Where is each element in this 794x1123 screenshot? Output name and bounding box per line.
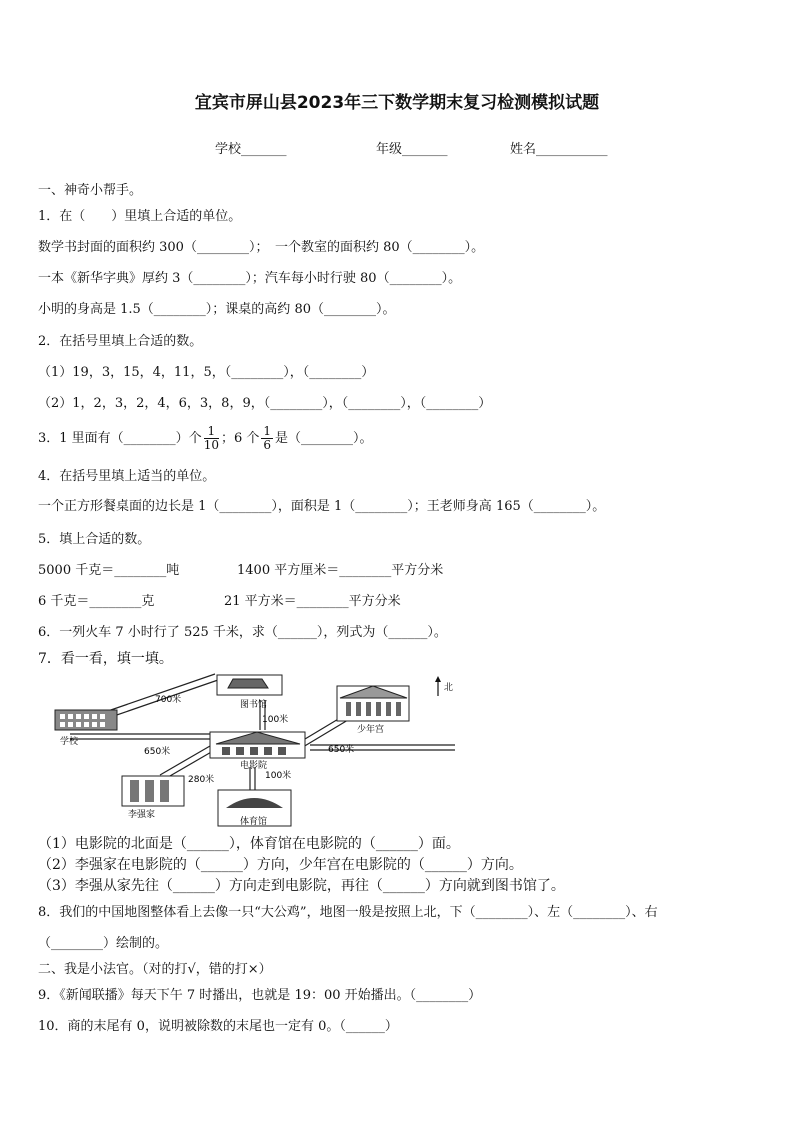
home-label: 李强家: [128, 810, 156, 820]
q1-line2: 一本《新华字典》厚约 3（________）；汽车每小时行驶 80（________）。: [38, 271, 462, 286]
q1-line3: 小明的身高是 1.5（________）；课桌的高约 80（________）。: [38, 302, 396, 317]
name-field: 姓名___________: [510, 142, 608, 157]
q2-stem: 2．在括号里填上合适的数。: [38, 334, 203, 349]
q4-line1: 一个正方形餐桌面的边长是 1（________），面积是 1（________）；王老师身高 165（________）。: [38, 499, 606, 514]
q3-part-a: 3．1 里面有（________）个: [38, 431, 202, 446]
q7-line3: （3）李强从家先往（______）方向走到电影院，再往（______）方向就到图书馆了。: [38, 878, 565, 894]
q4-stem: 4．在括号里填上适当的单位。: [38, 469, 216, 484]
grade-field: 年级_______: [376, 142, 448, 157]
fraction-numerator: 1: [204, 425, 219, 439]
q6: 6．一列火车 7 小时行了 525 千米，求（______），列式为（______）。: [38, 625, 447, 640]
school-field: 学校_______: [215, 142, 287, 157]
q7-stem: 7．看一看，填一填。: [38, 651, 173, 667]
q9: 9．《新闻联播》每天下午 7 时播出，也就是 19：00 开始播出。（________）: [38, 988, 482, 1003]
q1-line1: 数学书封面的面积约 300（________）； 一个教室的面积约 80（________）。: [38, 240, 485, 255]
north-label: 北: [444, 683, 454, 693]
fraction-denominator: 6: [263, 438, 272, 452]
q3: [38, 423, 373, 455]
q7-map: [50, 672, 470, 834]
school-label: 学校: [60, 737, 79, 747]
distance-cinema-gym: 100米: [265, 771, 292, 781]
fraction-1-6: [261, 425, 273, 452]
library-label: 图书馆: [240, 700, 268, 710]
distance-home-cinema: 280米: [188, 775, 215, 785]
q5-d: 21 平方米＝________平方分米: [224, 594, 401, 609]
distance-school-cinema: 650米: [144, 747, 171, 757]
page-title: 宜宾市屏山县2023年三下数学期末复习检测模拟试题: [194, 93, 600, 113]
q7-line1: （1）电影院的北面是（______），体育馆在电影院的（______）面。: [38, 836, 460, 852]
q5-c: 6 千克＝________克: [38, 594, 155, 609]
fraction-numerator: 1: [263, 424, 272, 438]
section-2-heading: 二、我是小法官。（对的打√，错的打×）: [38, 962, 272, 977]
q3-part-b: ；6 个: [220, 431, 260, 446]
q2-line1: （1）19，3，15，4，11，5，（________），（________）: [38, 365, 375, 380]
section-1-heading: 一、神奇小帮手。: [38, 183, 143, 198]
youth-palace-label: 少年宫: [357, 725, 385, 735]
q1-stem: 1．在（ ）里填上合适的单位。: [38, 209, 242, 224]
q8-line1: 8．我们的中国地图整体看上去像一只“大公鸡”，地图一般是按照上北，下（________）、左（________）、右: [38, 905, 658, 920]
q5-a: 5000 千克＝________吨: [38, 563, 180, 578]
distance-cinema-youth: 650米: [328, 745, 355, 755]
q7-line2: （2）李强家在电影院的（______）方向，少年宫在电影院的（______）方向。: [38, 857, 523, 873]
distance-library-cinema: 100米: [262, 715, 289, 725]
q8-line2: （________）绘制的。: [38, 936, 169, 951]
q10: 10．商的末尾有 0，说明被除数的末尾也一定有 0。（______）: [38, 1019, 398, 1034]
cinema-label: 电影院: [240, 761, 268, 771]
q5-b: 1400 平方厘米＝________平方分米: [237, 563, 444, 578]
q3-part-c: 是（________）。: [275, 431, 373, 446]
gym-label: 体育馆: [240, 817, 268, 827]
q5-stem: 5．填上合适的数。: [38, 532, 151, 547]
q2-line2: （2）1，2，3，2，4，6，3，8，9，（________），（________），（________）: [38, 396, 492, 411]
fraction-denominator: 10: [203, 438, 219, 452]
distance-school-library: 700米: [155, 695, 182, 705]
fraction-1-10: [204, 425, 219, 452]
